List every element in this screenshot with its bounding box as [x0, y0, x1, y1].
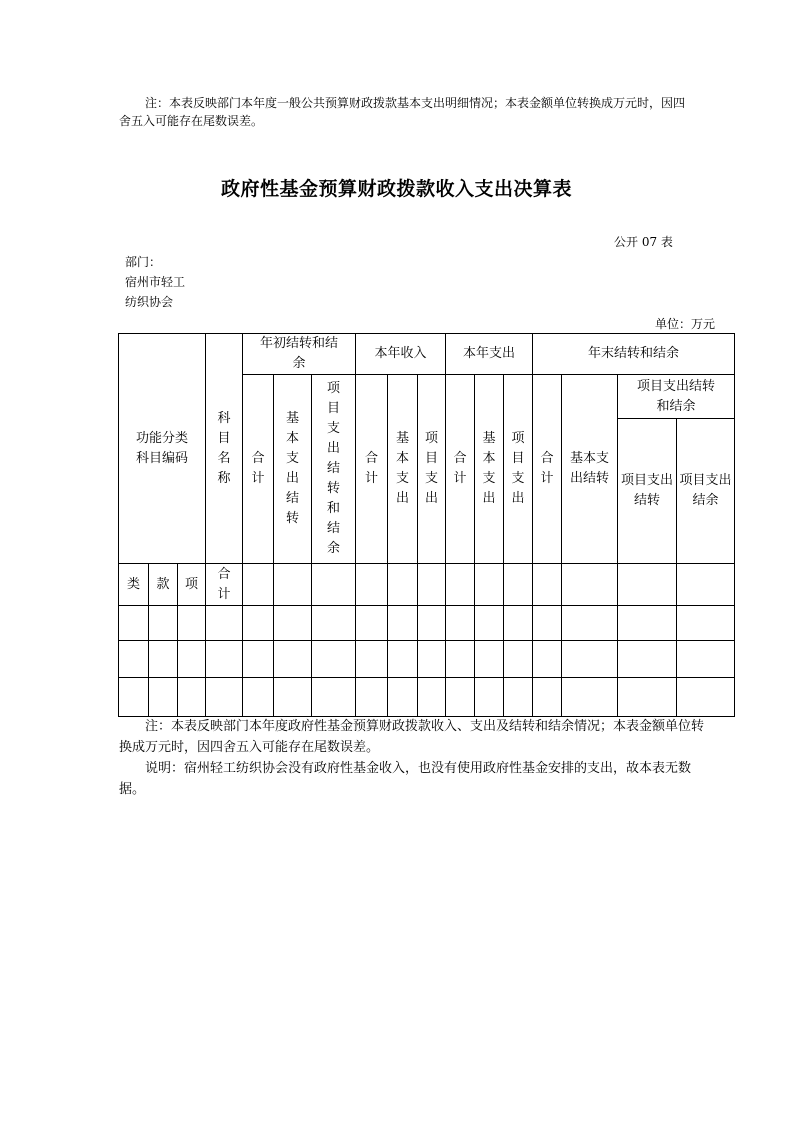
page-title: 政府性基金预算财政拨款收入支出决算表: [220, 178, 572, 200]
header-project-balance: 项目支出结余: [677, 419, 735, 564]
table-cell: [504, 564, 533, 606]
department-label: 部门：: [125, 255, 162, 269]
header-begin-basic: 基本支出结转: [274, 375, 312, 564]
department-name: 宿州市轻工纺织协会: [125, 275, 186, 309]
table-cell: [274, 564, 312, 606]
header-expense-project: 项目支出: [504, 375, 533, 564]
bottom-note-1: 注：本表反映部门本年度政府性基金预算财政拨款收入、支出及结转和结余情况；本表金额单位转换成万元时，因四舍五入可能存在尾数误差。: [119, 719, 705, 755]
header-end-total: 合计: [533, 375, 562, 564]
table-cell: [677, 564, 735, 606]
form-number: 公开 07 表: [614, 235, 673, 249]
header-end-basic: 基本支出结转: [562, 375, 618, 564]
header-lei: 类: [119, 564, 149, 606]
table-cell: [446, 564, 475, 606]
header-end-project: 项目支出结转和结余: [618, 375, 735, 419]
bottom-note-2: 说明：宿州轻工纺织协会没有政府性基金收入，也没有使用政府性基金安排的支出，故本表无数据。: [119, 761, 692, 797]
table-row: [119, 641, 735, 678]
unit-label: 单位：万元: [655, 317, 716, 331]
header-kuan: 款: [149, 564, 178, 606]
header-project-carry: 项目支出结转: [618, 419, 677, 564]
fund-table: [118, 333, 735, 717]
table-cell: [618, 564, 677, 606]
header-begin-total: 合计: [243, 375, 274, 564]
table-cell: [243, 564, 274, 606]
header-subject-name: 科目名称: [206, 334, 243, 564]
table-cell: [388, 564, 418, 606]
header-end-carry: 年末结转和结余: [533, 334, 735, 375]
header-expense: 本年支出: [446, 334, 533, 375]
header-begin-project: 项目支出结转和结余: [312, 375, 356, 564]
table-cell: [562, 564, 618, 606]
header-income-project: 项目支出: [418, 375, 446, 564]
table-cell: [533, 564, 562, 606]
top-note: 注：本表反映部门本年度一般公共预算财政拨款基本支出明细情况；本表金额单位转换成万元时，因四舍五入可能存在尾数误差。: [119, 96, 686, 128]
header-func-code: 功能分类科目编码: [119, 334, 206, 564]
table-cell: [312, 564, 356, 606]
header-income-total: 合计: [356, 375, 388, 564]
table-row: [119, 606, 735, 641]
department-block: [125, 252, 185, 312]
header-expense-total: 合计: [446, 375, 475, 564]
bottom-notes: [119, 716, 709, 800]
table-row: [119, 678, 735, 717]
table-cell: [475, 564, 504, 606]
header-income-basic: 基本支出: [388, 375, 418, 564]
table-cell: [356, 564, 388, 606]
total-row-label: 合计: [206, 564, 243, 606]
header-xiang: 项: [178, 564, 206, 606]
table-cell: [418, 564, 446, 606]
header-begin-carry: 年初结转和结余: [243, 334, 356, 375]
header-income: 本年收入: [356, 334, 446, 375]
header-expense-basic: 基本支出: [475, 375, 504, 564]
